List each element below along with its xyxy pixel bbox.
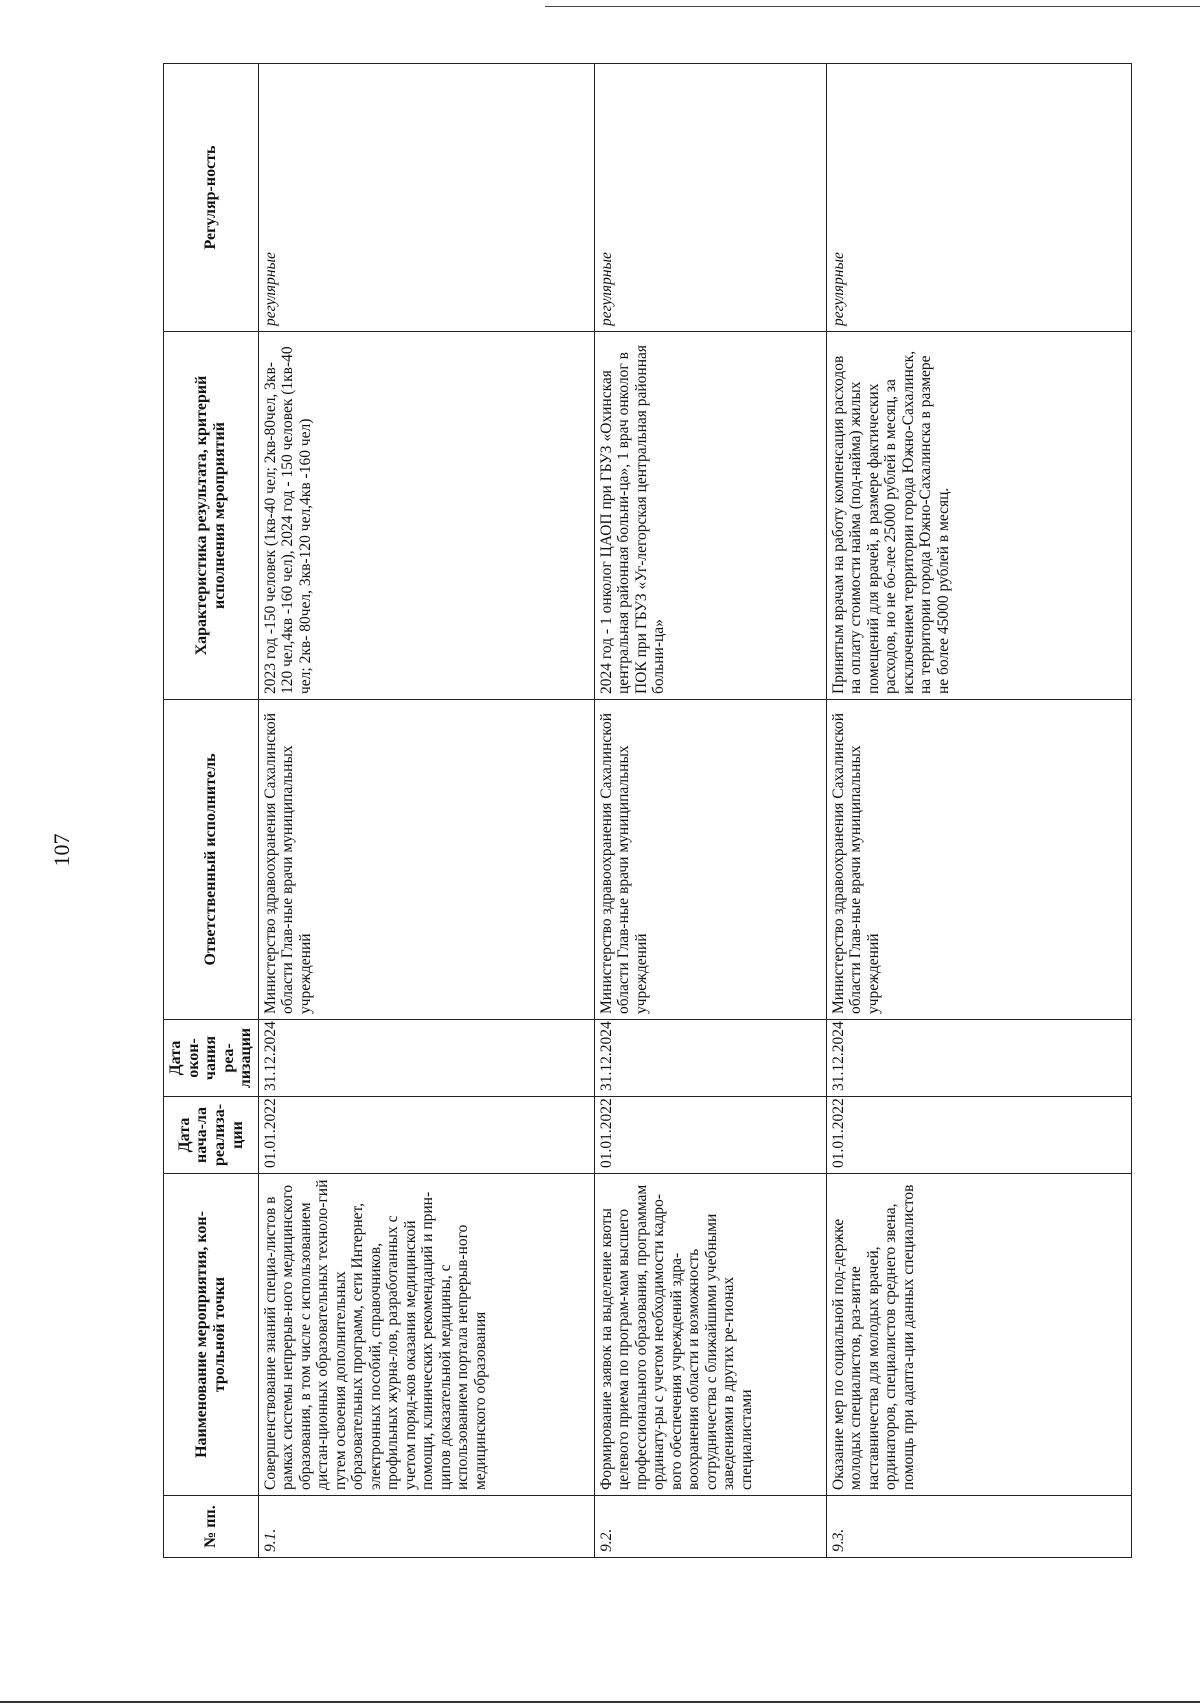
end-date: 31.12.2024 xyxy=(258,1020,594,1097)
header-responsible: Ответственный исполнитель xyxy=(164,700,259,1020)
end-date: 31.12.2024 xyxy=(826,1020,1131,1097)
page-number: 107 xyxy=(49,833,74,867)
result: 2024 год - 1 онколог ЦАОП при ГБУЗ «Охинская центральная районная больни-ца», 1 врач онколог в ПОК при ГБУЗ «Уг-легорская центральная районная больни-ца» xyxy=(594,332,826,700)
regularity: регулярные xyxy=(826,64,1131,332)
table-row xyxy=(826,64,1131,1558)
start-date: 01.01.2022 xyxy=(594,1097,826,1174)
header-name: Наименование мероприятия, кон-трольной точки xyxy=(164,1174,259,1496)
table-row xyxy=(258,64,594,1558)
table-row xyxy=(594,64,826,1558)
header-num: № пп. xyxy=(164,1496,259,1558)
responsible: Министерство здравоохранения Сахалинской области Глав-ные врачи муниципальных учреждений xyxy=(258,700,594,1020)
header-end: Дата окон-чания реа-лизации xyxy=(164,1020,259,1097)
measure-name: Оказание мер по социальной под-держке молодых специалистов, раз-витие наставничества для молодых врачей, ординаторов, специалистов среднего звена, помощь при адапта-ции данных специалистов xyxy=(826,1174,1131,1496)
table-header-row xyxy=(164,64,259,1558)
row-number: 9.2. xyxy=(594,1496,826,1558)
responsible: Министерство здравоохранения Сахалинской области Глав-ные врачи муниципальных учреждений xyxy=(826,700,1131,1020)
measure-name: Совершенствование знаний специа-листов в рамках системы непрерыв-ного медицинского образования, в том числе с использованием дистан-ционных образовательных техноло-гий путем освоения дополнительных образовательных программ, сети Интернет, электронных пособий, справочников, профильных журна-лов, разработанных с учетом поряд-ков оказания медицинской помощи, клинических рекомендаций и прин-ципов доказательной медицины, с использованием портала непрерыв-ного медицинского образования xyxy=(258,1174,594,1496)
header-regularity: Регуляр-ность xyxy=(164,64,259,332)
result: Принятым врачам на работу компенсация расходов на оплату стоимости найма (под-найма) жилых помещений для врачей, в размере фактических расходов, но не бо-лее 25000 рублей в месяц, за исключением территории города Южно-Сахалинск, на территории города Южно-Сахалинска в размере не более 45000 рублей в месяц. xyxy=(826,332,1131,700)
header-result: Характеристика результата, критерий исполнения мероприятий xyxy=(164,332,259,700)
end-date: 31.12.2024 xyxy=(594,1020,826,1097)
measure-name: Формирование заявок на выделение квоты целевого приема по програм-мам высшего профессионального образования, программам ординату-ры с учетом необходимости кадро-вого обеспечения учреждений здра-воохранения области и возможность сотрудничества с ближайшими учебными заведениями в других ре-гионах специалистами xyxy=(594,1174,826,1496)
start-date: 01.01.2022 xyxy=(826,1097,1131,1174)
measures-table xyxy=(163,63,1132,1558)
result: 2023 год -150 человек (1кв-40 чел; 2кв-80чел, 3кв- 120 чел,4кв -160 чел), 2024 год - 150 человек (1кв-40 чел; 2кв- 80чел, 3кв-120 чел,4кв -160 чел) xyxy=(258,332,594,700)
header-start: Дата нача-ла реализа-ции xyxy=(164,1097,259,1174)
regularity: регулярные xyxy=(594,64,826,332)
responsible: Министерство здравоохранения Сахалинской области Глав-ные врачи муниципальных учреждений xyxy=(594,700,826,1020)
row-number: 9.1. xyxy=(258,1496,594,1558)
rotated-table-sheet xyxy=(163,64,1100,1558)
row-number: 9.3. xyxy=(826,1496,1131,1558)
regularity: регулярные xyxy=(258,64,594,332)
scan-edge-line xyxy=(545,6,1200,7)
start-date: 01.01.2022 xyxy=(258,1097,594,1174)
scan-edge-line xyxy=(0,1701,1200,1703)
